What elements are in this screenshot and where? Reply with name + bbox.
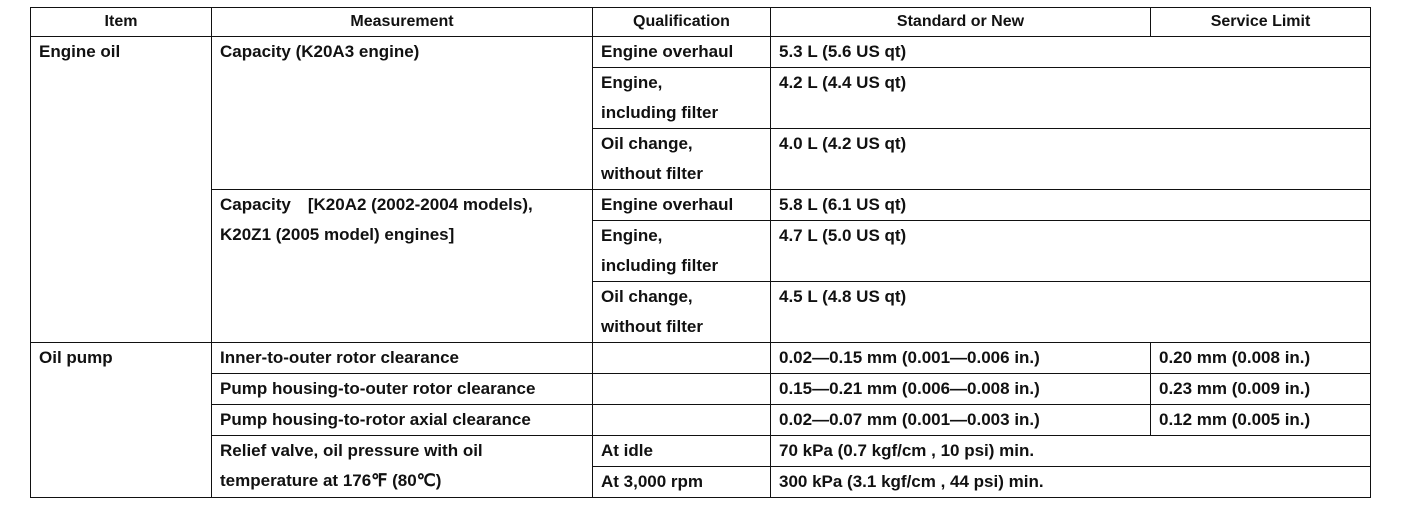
table-row bbox=[31, 37, 1371, 68]
measurement-line: Relief valve, oil pressure with oil bbox=[220, 441, 483, 460]
table-row bbox=[31, 436, 1371, 467]
service-limit-cell: 0.23 mm (0.009 in.) bbox=[1151, 374, 1371, 405]
header-qualification: Qualification bbox=[593, 8, 771, 37]
qualification-cell: Engine overhaul bbox=[593, 190, 771, 221]
qualification-line: Engine, bbox=[601, 226, 663, 245]
qualification-line: including filter bbox=[601, 256, 719, 275]
measurement-line: K20Z1 (2005 model) engines] bbox=[220, 225, 455, 244]
standard-cell: 4.0 L (4.2 US qt) bbox=[771, 129, 1371, 190]
standard-cell: 4.5 L (4.8 US qt) bbox=[771, 282, 1371, 343]
qualification-line: without filter bbox=[601, 164, 703, 183]
standard-cell: 4.7 L (5.0 US qt) bbox=[771, 221, 1371, 282]
standard-cell: 4.2 L (4.4 US qt) bbox=[771, 68, 1371, 129]
service-limit-cell: 0.12 mm (0.005 in.) bbox=[1151, 405, 1371, 436]
qualification-cell bbox=[593, 129, 771, 190]
standard-cell: 0.02—0.07 mm (0.001—0.003 in.) bbox=[771, 405, 1151, 436]
qualification-cell: At idle bbox=[593, 436, 771, 467]
measurement-line: Capacity [K20A2 (2002-2004 models), bbox=[220, 195, 533, 214]
standard-cell: 5.8 L (6.1 US qt) bbox=[771, 190, 1371, 221]
header-row bbox=[31, 8, 1371, 37]
standard-cell: 0.15—0.21 mm (0.006—0.008 in.) bbox=[771, 374, 1151, 405]
qualification-line: Engine, bbox=[601, 73, 663, 92]
qualification-line: Oil change, bbox=[601, 134, 693, 153]
measurement-capacity-k20a2-k20z1 bbox=[212, 190, 593, 343]
qualification-cell: Engine overhaul bbox=[593, 37, 771, 68]
service-limit-cell: 0.20 mm (0.008 in.) bbox=[1151, 343, 1371, 374]
qualification-line: Oil change, bbox=[601, 287, 693, 306]
qualification-cell bbox=[593, 68, 771, 129]
measurement-cell: Pump housing-to-rotor axial clearance bbox=[212, 405, 593, 436]
qualification-cell: At 3,000 rpm bbox=[593, 467, 771, 498]
qualification-line: including filter bbox=[601, 103, 719, 122]
header-measurement: Measurement bbox=[212, 8, 593, 37]
qualification-cell bbox=[593, 405, 771, 436]
qualification-line: without filter bbox=[601, 317, 703, 336]
measurement-relief-valve bbox=[212, 436, 593, 498]
item-engine-oil: Engine oil bbox=[31, 37, 212, 343]
table-row bbox=[31, 343, 1371, 374]
standard-cell: 70 kPa (0.7 kgf/cm , 10 psi) min. bbox=[771, 436, 1371, 467]
table-row bbox=[31, 190, 1371, 221]
table-row bbox=[31, 374, 1371, 405]
measurement-cell: Inner-to-outer rotor clearance bbox=[212, 343, 593, 374]
item-oil-pump: Oil pump bbox=[31, 343, 212, 498]
header-service-limit: Service Limit bbox=[1151, 8, 1371, 37]
header-standard-or-new: Standard or New bbox=[771, 8, 1151, 37]
header-item: Item bbox=[31, 8, 212, 37]
table-row bbox=[31, 405, 1371, 436]
measurement-line: temperature at 176℉ (80℃) bbox=[220, 471, 442, 490]
standard-cell: 5.3 L (5.6 US qt) bbox=[771, 37, 1371, 68]
measurement-cell: Pump housing-to-outer rotor clearance bbox=[212, 374, 593, 405]
qualification-cell bbox=[593, 343, 771, 374]
qualification-cell bbox=[593, 221, 771, 282]
standard-cell: 0.02—0.15 mm (0.001—0.006 in.) bbox=[771, 343, 1151, 374]
qualification-cell bbox=[593, 282, 771, 343]
standard-cell: 300 kPa (3.1 kgf/cm , 44 psi) min. bbox=[771, 467, 1371, 498]
specifications-table bbox=[30, 7, 1371, 498]
measurement-capacity-k20a3: Capacity (K20A3 engine) bbox=[212, 37, 593, 190]
qualification-cell bbox=[593, 374, 771, 405]
